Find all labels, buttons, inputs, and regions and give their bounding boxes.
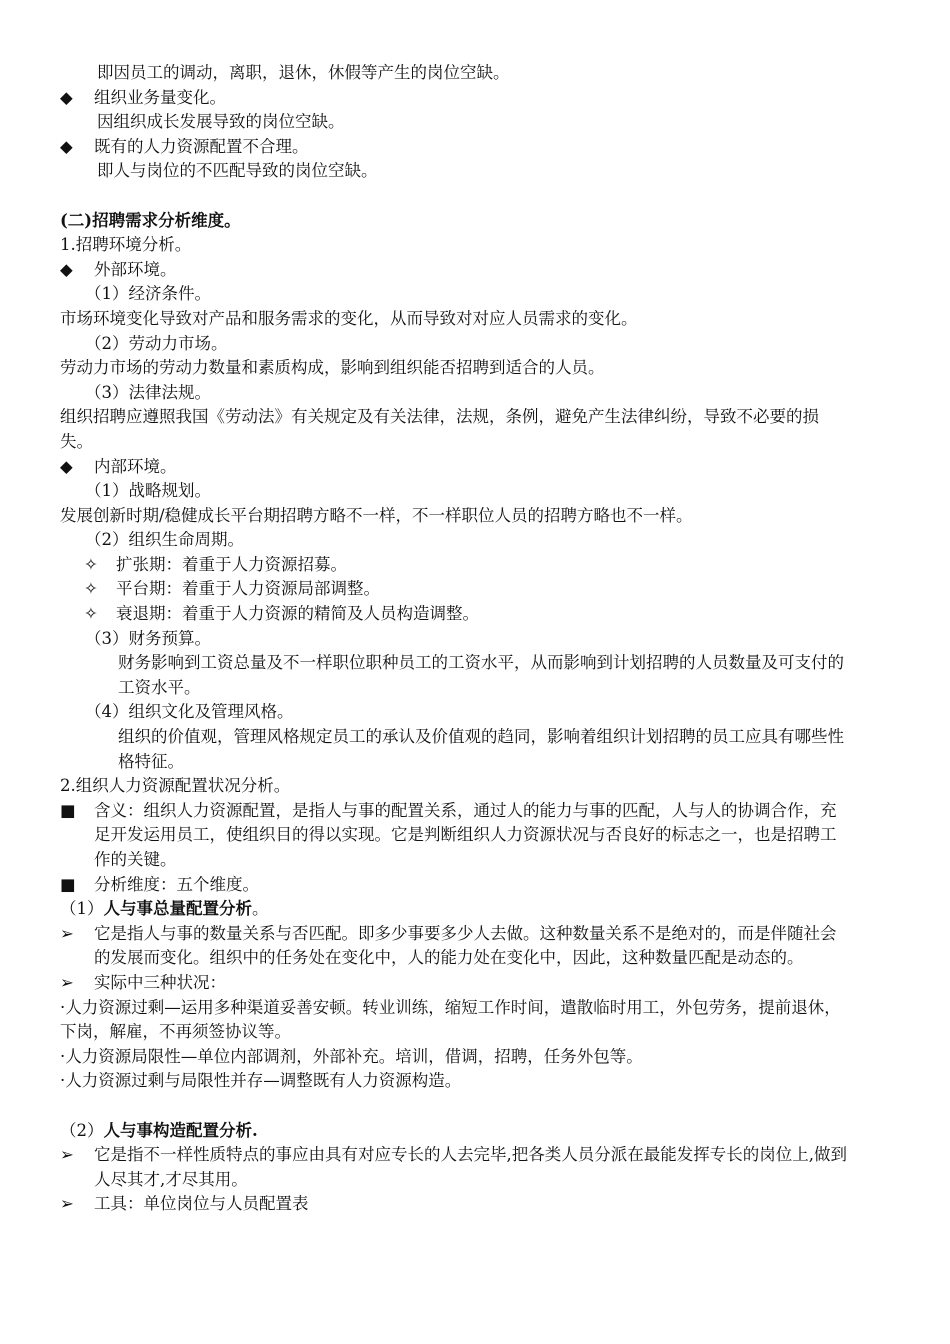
section-heading: (二)招聘需求分析维度。: [60, 210, 241, 230]
paragraph: ·人力资源局限性—单位内部调剂，外部补充。培训，借调，招聘，任务外包等。: [60, 1046, 643, 1066]
paragraph: 组织招聘应遵照我国《劳动法》有关规定及有关法律，法规，条例，避免产生法律纠纷，导致不必要的损失。: [60, 407, 819, 451]
list-item: ◆ 外部环境。: [60, 258, 850, 283]
arrow-bullet-icon: ➢: [60, 923, 74, 943]
list-item: ■ 分析维度：五个维度。: [60, 873, 850, 898]
list-item: ➢ 工具：单位岗位与人员配置表: [60, 1192, 850, 1217]
star-bullet-icon: ✧: [84, 579, 98, 599]
item-heading: （1）人与事总量配置分析。: [60, 899, 269, 919]
paragraph: ·人力资源过剩—运用多种渠道妥善安顿。转业训练，缩短工作时间，遣散临时用工，外包劳务，提前退休，下岗，解雇，不再须签协议等。: [60, 997, 841, 1042]
paragraph: 财务影响到工资总量及不一样职位职种员工的工资水平，从而影响到计划招聘的人员数量及可支付的工资水平。: [118, 653, 844, 697]
paragraph: ·人力资源过剩与局限性并存—调整既有人力资源构造。: [60, 1071, 462, 1091]
paragraph: 发展创新时期/稳健成长平台期招聘方略不一样，不一样职位人员的招聘方略也不一样。: [60, 505, 693, 525]
paragraph: 即人与岗位的不匹配导致的岗位空缺。: [97, 161, 378, 181]
item-heading: （2）组织生命周期。: [85, 530, 244, 550]
star-bullet-icon: ✧: [84, 554, 98, 574]
square-bullet-icon: ■: [60, 874, 76, 894]
document-body: [60, 61, 850, 1217]
item-heading: （1）战略规划。: [85, 481, 211, 501]
arrow-bullet-icon: ➢: [60, 1194, 74, 1214]
diamond-bullet-icon: ◆: [60, 87, 73, 107]
subsection-heading: 1.招聘环境分析。: [60, 235, 192, 255]
list-item: ➢ 它是指人与事的数量关系与否匹配。即多少事要多少人去做。这种数量关系不是绝对的，而是伴随社会的发展而变化。组织中的任务处在变化中，人的能力处在变化中，因此，这种数量匹配是动态的。: [60, 922, 850, 971]
list-item: ◆ 组织业务量变化。: [60, 86, 850, 111]
paragraph: 市场环境变化导致对产品和服务需求的变化，从而导致对对应人员需求的变化。: [60, 308, 638, 328]
item-heading: （2）人与事构造配置分析.: [60, 1120, 258, 1140]
arrow-bullet-icon: ➢: [60, 1145, 74, 1165]
list-item: ■ 含义：组织人力资源配置，是指人与事的配置关系，通过人的能力与事的匹配，人与人的协调合作，充足开发运用员工，使组织目的得以实现。它是判断组织人力资源状况与否良好的标志之一，也是招聘工作的关键。: [60, 799, 850, 873]
arrow-bullet-icon: ➢: [60, 972, 74, 992]
list-item: ➢ 实际中三种状况：: [60, 971, 850, 996]
item-heading: （4）组织文化及管理风格。: [85, 702, 294, 722]
paragraph: 劳动力市场的劳动力数量和素质构成，影响到组织能否招聘到适合的人员。: [60, 358, 605, 378]
paragraph: 组织的价值观，管理风格规定员工的承认及价值观的趋同，影响着组织计划招聘的员工应具有哪些性格特征。: [118, 727, 844, 771]
list-item: ◆ 内部环境。: [60, 455, 850, 480]
square-bullet-icon: ■: [60, 800, 76, 820]
item-heading: （1）经济条件。: [85, 284, 211, 304]
paragraph: 因组织成长发展导致的岗位空缺。: [97, 112, 345, 132]
item-heading: （2）劳动力市场。: [85, 333, 228, 353]
list-item: ✧ 衰退期：着重于人力资源的精简及人员构造调整。: [60, 602, 850, 627]
star-bullet-icon: ✧: [84, 604, 98, 624]
diamond-bullet-icon: ◆: [60, 456, 73, 476]
paragraph: 即因员工的调动，离职，退休，休假等产生的岗位空缺。: [97, 63, 510, 82]
list-item: ◆ 既有的人力资源配置不合理。: [60, 135, 850, 160]
diamond-bullet-icon: ◆: [60, 259, 73, 279]
list-item: ➢ 它是指不一样性质特点的事应由具有对应专长的人去完毕,把各类人员分派在最能发挥专长的岗位上,做到人尽其才,才尽其用。: [60, 1143, 850, 1192]
item-heading: （3）法律法规。: [85, 382, 211, 402]
item-heading: （3）财务预算。: [85, 628, 211, 648]
list-item: ✧ 扩张期：着重于人力资源招募。: [60, 553, 850, 578]
subsection-heading: 2.组织人力资源配置状况分析。: [60, 776, 291, 796]
list-item: ✧ 平台期：着重于人力资源局部调整。: [60, 577, 850, 602]
diamond-bullet-icon: ◆: [60, 136, 73, 156]
